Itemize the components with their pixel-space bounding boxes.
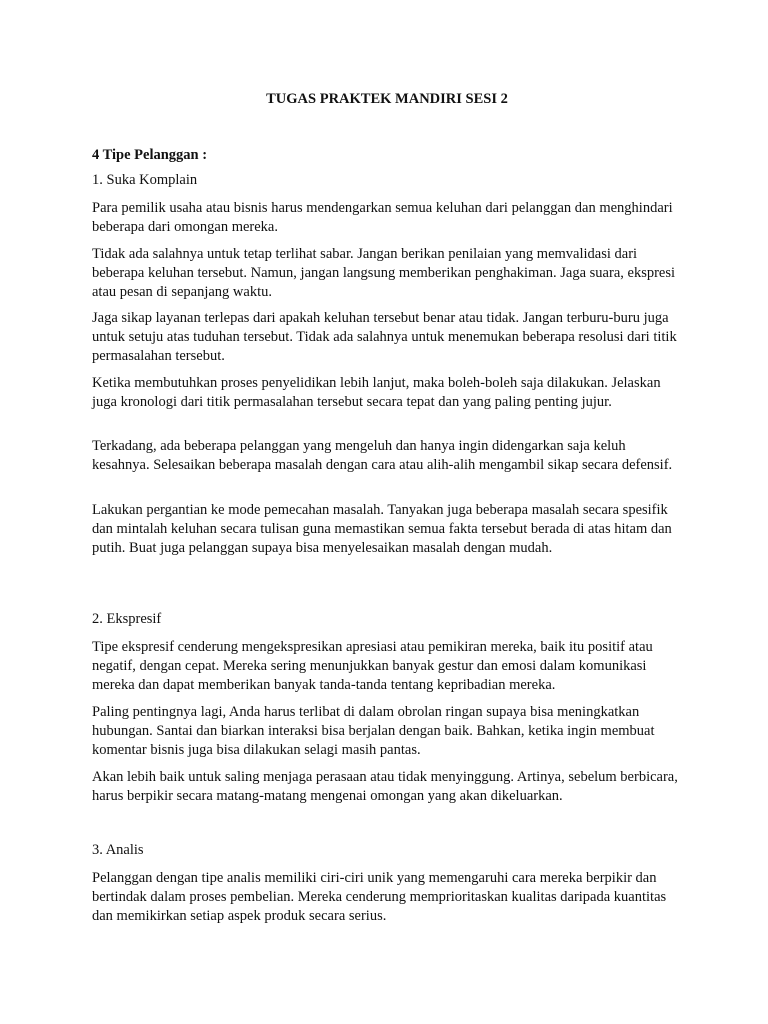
section-2-paragraph-3: Akan lebih baik untuk saling menjaga perasaan atau tidak menyinggung. Artinya, sebelum berbicara, harus berpikir secara matang-matang mengenai omongan yang akan dikeluarkan. <box>92 769 678 804</box>
section-3-paragraph-1: Pelanggan dengan tipe analis memiliki ciri-ciri unik yang memengaruhi cara mereka berpikir dan bertindak dalam proses pembelian. Mereka cenderung memprioritaskan kualitas daripada kuantitas dan memikirkan setiap aspek produk secara serius. <box>92 870 667 924</box>
section-1-paragraph-4: Ketika membutuhkan proses penyelidikan lebih lanjut, maka boleh-boleh saja dilakukan. Jelaskan juga kronologi dari titik permasalahan tersebut secara tepat dan yang paling penting jujur. <box>92 375 661 410</box>
document-page <box>92 0 682 1024</box>
section-1-paragraph-3: Jaga sikap layanan terlepas dari apakah keluhan tersebut benar atau tidak. Jangan terburu-buru juga untuk setuju atas tuduhan tersebut. Tidak ada salahnya untuk menemukan beberapa resolusi dari titik permasalahan tersebut. <box>92 310 677 364</box>
section-1-paragraph-2: Tidak ada salahnya untuk tetap terlihat sabar. Jangan berikan penilaian yang memvalidasi dari beberapa keluhan tersebut. Namun, jangan langsung memberikan penghakiman. Jaga suara, ekspresi atau pesan di sepanjang waktu. <box>92 246 676 300</box>
section-1-paragraph-1: Para pemilik usaha atau bisnis harus mendengarkan semua keluhan dari pelanggan dan menghindari beberapa dari omongan mereka. <box>92 200 673 235</box>
section-heading: 4 Tipe Pelanggan : <box>92 147 208 163</box>
document-title: TUGAS PRAKTEK MANDIRI SESI 2 <box>266 91 508 107</box>
section-2-paragraph-1: Tipe ekspresif cenderung mengekspresikan apresiasi atau pemikiran mereka, baik itu positif atau negatif, dengan cepat. Mereka sering menunjukkan banyak gestur dan emosi dalam komunikasi mereka dan dapat memberikan banyak tanda-tanda tentang kepribadian mereka. <box>92 639 653 693</box>
section-1-heading: 1. Suka Komplain <box>92 172 198 188</box>
section-1-paragraph-5: Terkadang, ada beberapa pelanggan yang mengeluh dan hanya ingin didengarkan saja keluh kesahnya. Selesaikan beberapa masalah dengan cara atau alih-alih mengambil sikap secara defensif. <box>92 438 673 473</box>
section-1-paragraph-6: Lakukan pergantian ke mode pemecahan masalah. Tanyakan juga beberapa masalah secara spesifik dan mintalah keluhan secara tulisan guna memastikan semua fakta tersebut berada di atas hitam dan putih. Buat juga pelanggan supaya bisa menyelesaikan masalah dengan mudah. <box>92 502 672 556</box>
section-2-paragraph-2: Paling pentingnya lagi, Anda harus terlibat di dalam obrolan ringan supaya bisa meningkatkan hubungan. Santai dan biarkan interaksi bisa berjalan dengan baik. Bahkan, ketika ingin membuat komentar bisnis juga bisa dilakukan selagi masih pantas. <box>92 704 655 758</box>
section-2-heading: 2. Ekspresif <box>92 611 162 627</box>
section-3-heading: 3. Analis <box>92 842 144 858</box>
